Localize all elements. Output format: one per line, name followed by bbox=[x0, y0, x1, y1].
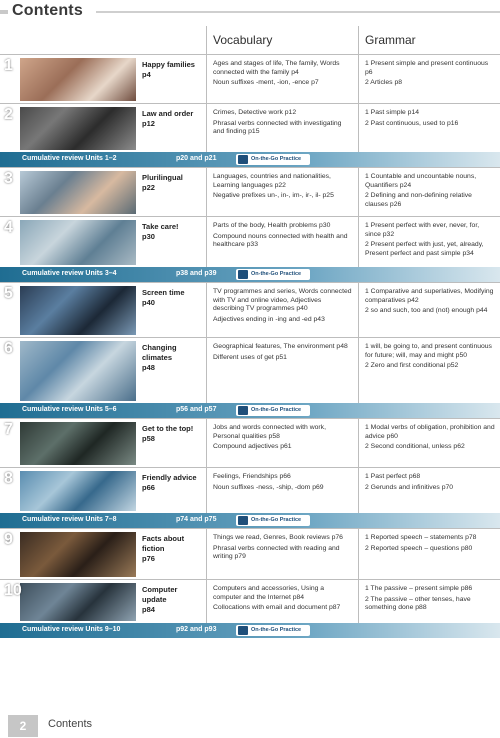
vocabulary-cell bbox=[206, 168, 358, 216]
on-the-go-practice-label: On-the-Go Practice bbox=[251, 517, 302, 523]
unit-title bbox=[142, 222, 204, 242]
unit-title bbox=[142, 534, 204, 564]
practice-app-icon bbox=[238, 270, 248, 279]
page-title: Contents bbox=[12, 2, 83, 19]
footer-label: Contents bbox=[48, 718, 93, 730]
unit-page: p84 bbox=[142, 605, 155, 614]
header-rule bbox=[96, 11, 500, 13]
unit-title bbox=[142, 343, 204, 373]
grammar-item: 1 Comparative and superlatives, Modifying comparatives p42 bbox=[365, 288, 494, 304]
unit-number: 6 bbox=[4, 340, 13, 357]
unit-number: 1 bbox=[4, 57, 13, 74]
grammar-item: 1 Present perfect with ever, never, for, since p32 bbox=[365, 222, 480, 238]
practice-app-icon bbox=[238, 155, 248, 164]
grammar-item: 1 Past perfect p68 bbox=[365, 473, 421, 480]
vocabulary-item: Ages and stages of life, The family, Words connected with the family p4 bbox=[213, 60, 340, 76]
on-the-go-practice-badge[interactable] bbox=[236, 625, 310, 636]
grammar-item: 1 Present simple and present continuous p6 bbox=[365, 60, 489, 76]
unit-row bbox=[0, 216, 500, 267]
vocabulary-item: Crimes, Detective work p12 bbox=[213, 109, 297, 116]
practice-app-icon bbox=[238, 626, 248, 635]
vocabulary-item: Noun suffixes -ness, -ship, -dom p69 bbox=[213, 483, 324, 491]
grammar-item: 1 The passive – present simple p86 bbox=[365, 585, 473, 592]
unit-number: 3 bbox=[4, 170, 13, 187]
vocabulary-cell bbox=[206, 529, 358, 579]
grammar-cell bbox=[358, 283, 500, 337]
review-title: Cumulative review Units 9–10 bbox=[22, 626, 121, 633]
unit-name: Screen time bbox=[142, 288, 185, 297]
vocabulary-cell bbox=[206, 104, 358, 152]
review-pages: p56 and p57 bbox=[176, 406, 217, 413]
grammar-item: 1 Past simple p14 bbox=[365, 109, 420, 116]
grammar-cell bbox=[358, 529, 500, 579]
vocabulary-item: Phrasal verbs connected with investigating and finding p15 bbox=[213, 119, 342, 136]
unit-name: Facts about fiction bbox=[142, 534, 185, 553]
unit-name: Law and order bbox=[142, 109, 194, 118]
grammar-item: 1 will, be going to, and present continuous for future; will, may and might p50 bbox=[365, 343, 492, 359]
unit-row bbox=[0, 103, 500, 152]
grammar-cell bbox=[358, 468, 500, 513]
unit-photo bbox=[20, 583, 136, 621]
unit-number: 9 bbox=[4, 531, 13, 548]
header-accent-bar bbox=[0, 10, 8, 14]
vocabulary-cell bbox=[206, 468, 358, 513]
unit-page: p30 bbox=[142, 232, 155, 241]
unit-name: Friendly advice bbox=[142, 473, 197, 482]
unit-page: p48 bbox=[142, 363, 155, 372]
unit-page: p12 bbox=[142, 119, 155, 128]
cumulative-review-bar bbox=[0, 152, 500, 167]
grammar-column-heading: Grammar bbox=[358, 26, 500, 54]
vocabulary-cell bbox=[206, 217, 358, 267]
unit-title bbox=[142, 60, 204, 80]
grammar-item: 2 The passive – other tenses, have something done p88 bbox=[365, 595, 471, 612]
review-pages: p92 and p93 bbox=[176, 626, 217, 633]
grammar-cell bbox=[358, 217, 500, 267]
unit-number: 8 bbox=[4, 470, 13, 487]
unit-row bbox=[0, 467, 500, 513]
vocabulary-item: Computers and accessories, Using a computer and the Internet p84 bbox=[213, 585, 325, 601]
vocabulary-item: Compound nouns connected with health and healthcare p33 bbox=[213, 232, 348, 249]
on-the-go-practice-label: On-the-Go Practice bbox=[251, 156, 302, 162]
practice-app-icon bbox=[238, 516, 248, 525]
unit-name: Take care! bbox=[142, 222, 179, 231]
unit-photo bbox=[20, 58, 136, 101]
vocabulary-item: Parts of the body, Health problems p30 bbox=[213, 222, 331, 229]
on-the-go-practice-label: On-the-Go Practice bbox=[251, 271, 302, 277]
unit-number: 4 bbox=[4, 219, 13, 236]
unit-title bbox=[142, 109, 204, 129]
vocabulary-item: Compound adjectives p61 bbox=[213, 443, 292, 451]
unit-number: 5 bbox=[4, 285, 13, 302]
review-title: Cumulative review Units 7–8 bbox=[22, 516, 117, 523]
vocabulary-column-heading: Vocabulary bbox=[206, 26, 358, 54]
vocabulary-item: Collocations with email and document p87 bbox=[213, 604, 341, 612]
unit-name: Changing climates bbox=[142, 343, 177, 362]
vocabulary-cell bbox=[206, 55, 358, 103]
grammar-item: 2 Present perfect with just, yet, already, Present perfect and past simple p34 bbox=[365, 241, 484, 257]
unit-title bbox=[142, 473, 204, 493]
unit-row bbox=[0, 54, 500, 103]
unit-photo bbox=[20, 422, 136, 465]
vocabulary-item: Noun suffixes -ment, -ion, -ence p7 bbox=[213, 79, 319, 87]
unit-photo bbox=[20, 532, 136, 577]
unit-title bbox=[142, 173, 204, 193]
grammar-cell bbox=[358, 168, 500, 216]
review-pages: p74 and p75 bbox=[176, 516, 217, 523]
page-number: 2 bbox=[8, 715, 38, 737]
on-the-go-practice-label: On-the-Go Practice bbox=[251, 407, 302, 413]
unit-row bbox=[0, 337, 500, 403]
on-the-go-practice-badge[interactable] bbox=[236, 405, 310, 416]
grammar-cell bbox=[358, 419, 500, 467]
grammar-cell bbox=[358, 338, 500, 403]
grammar-item: 2 Gerunds and infinitives p70 bbox=[365, 483, 454, 491]
grammar-item: 2 Second conditional, unless p62 bbox=[365, 443, 465, 451]
unit-page: p22 bbox=[142, 183, 155, 192]
review-pages: p20 and p21 bbox=[176, 155, 217, 162]
unit-title bbox=[142, 424, 204, 444]
grammar-item: 2 Zero and first conditional p52 bbox=[365, 362, 459, 370]
practice-app-icon bbox=[238, 406, 248, 415]
unit-photo bbox=[20, 471, 136, 511]
cumulative-review-bar bbox=[0, 267, 500, 282]
units-table bbox=[0, 54, 500, 638]
vocabulary-item: Different uses of get p51 bbox=[213, 353, 287, 361]
vocabulary-item: TV programmes and series, Words connected with TV and online video, Adjectives describing TV programmes p40 bbox=[213, 288, 352, 313]
vocabulary-item: Feelings, Friendships p66 bbox=[213, 473, 291, 480]
vocabulary-cell bbox=[206, 580, 358, 623]
grammar-cell bbox=[358, 580, 500, 623]
cumulative-review-bar bbox=[0, 403, 500, 418]
on-the-go-practice-badge[interactable] bbox=[236, 154, 310, 165]
unit-row bbox=[0, 167, 500, 216]
unit-page: p58 bbox=[142, 434, 155, 443]
grammar-item: 1 Countable and uncountable nouns, Quantifiers p24 bbox=[365, 173, 477, 189]
on-the-go-practice-label: On-the-Go Practice bbox=[251, 627, 302, 633]
unit-name: Happy families bbox=[142, 60, 195, 69]
unit-name: Plurilingual bbox=[142, 173, 183, 182]
on-the-go-practice-badge[interactable] bbox=[236, 269, 310, 280]
unit-photo bbox=[20, 341, 136, 401]
vocabulary-item: Phrasal verbs connected with reading and writing p79 bbox=[213, 544, 340, 561]
unit-page: p4 bbox=[142, 70, 151, 79]
vocabulary-item: Geographical features, The environment p48 bbox=[213, 343, 348, 350]
grammar-cell bbox=[358, 104, 500, 152]
vocabulary-item: Adjectives ending in -ing and -ed p43 bbox=[213, 315, 325, 323]
unit-title bbox=[142, 585, 204, 615]
unit-number: 2 bbox=[4, 106, 13, 123]
unit-name: Computer update bbox=[142, 585, 178, 604]
unit-row bbox=[0, 579, 500, 623]
unit-photo bbox=[20, 107, 136, 150]
vocabulary-item: Languages, countries and nationalities, Learning languages p22 bbox=[213, 173, 331, 189]
grammar-item: 2 Defining and non-defining relative clauses p26 bbox=[365, 192, 472, 208]
grammar-item: 2 Past continuous, used to p16 bbox=[365, 119, 459, 127]
review-title: Cumulative review Units 1–2 bbox=[22, 155, 117, 162]
unit-name: Get to the top! bbox=[142, 424, 194, 433]
unit-row bbox=[0, 418, 500, 467]
unit-title bbox=[142, 288, 204, 308]
review-title: Cumulative review Units 5–6 bbox=[22, 406, 117, 413]
vocabulary-item: Negative prefixes un-, in-, im-, ir-, il- p25 bbox=[213, 192, 334, 200]
unit-page: p40 bbox=[142, 298, 155, 307]
review-title: Cumulative review Units 3–4 bbox=[22, 270, 117, 277]
grammar-cell bbox=[358, 55, 500, 103]
unit-photo bbox=[20, 286, 136, 335]
vocabulary-item: Things we read, Genres, Book reviews p76 bbox=[213, 534, 343, 541]
unit-photo bbox=[20, 171, 136, 214]
cumulative-review-bar bbox=[0, 623, 500, 638]
unit-number: 10 bbox=[4, 582, 22, 599]
unit-photo bbox=[20, 220, 136, 265]
unit-row bbox=[0, 282, 500, 337]
page-header bbox=[0, 0, 500, 24]
grammar-item: 1 Reported speech – statements p78 bbox=[365, 534, 477, 541]
unit-page: p66 bbox=[142, 483, 155, 492]
vocabulary-cell bbox=[206, 419, 358, 467]
grammar-item: 2 Articles p8 bbox=[365, 79, 403, 87]
unit-number: 7 bbox=[4, 421, 13, 438]
unit-page: p76 bbox=[142, 554, 155, 563]
vocabulary-cell bbox=[206, 283, 358, 337]
grammar-item: 2 so and such, too and (not) enough p44 bbox=[365, 307, 488, 315]
review-pages: p38 and p39 bbox=[176, 270, 217, 277]
grammar-item: 2 Reported speech – questions p80 bbox=[365, 544, 473, 552]
on-the-go-practice-badge[interactable] bbox=[236, 515, 310, 526]
vocabulary-cell bbox=[206, 338, 358, 403]
vocabulary-item: Jobs and words connected with work, Personal qualities p58 bbox=[213, 424, 326, 440]
unit-row bbox=[0, 528, 500, 579]
cumulative-review-bar bbox=[0, 513, 500, 528]
grammar-item: 1 Modal verbs of obligation, prohibition and advice p60 bbox=[365, 424, 495, 440]
page-footer bbox=[0, 708, 500, 738]
